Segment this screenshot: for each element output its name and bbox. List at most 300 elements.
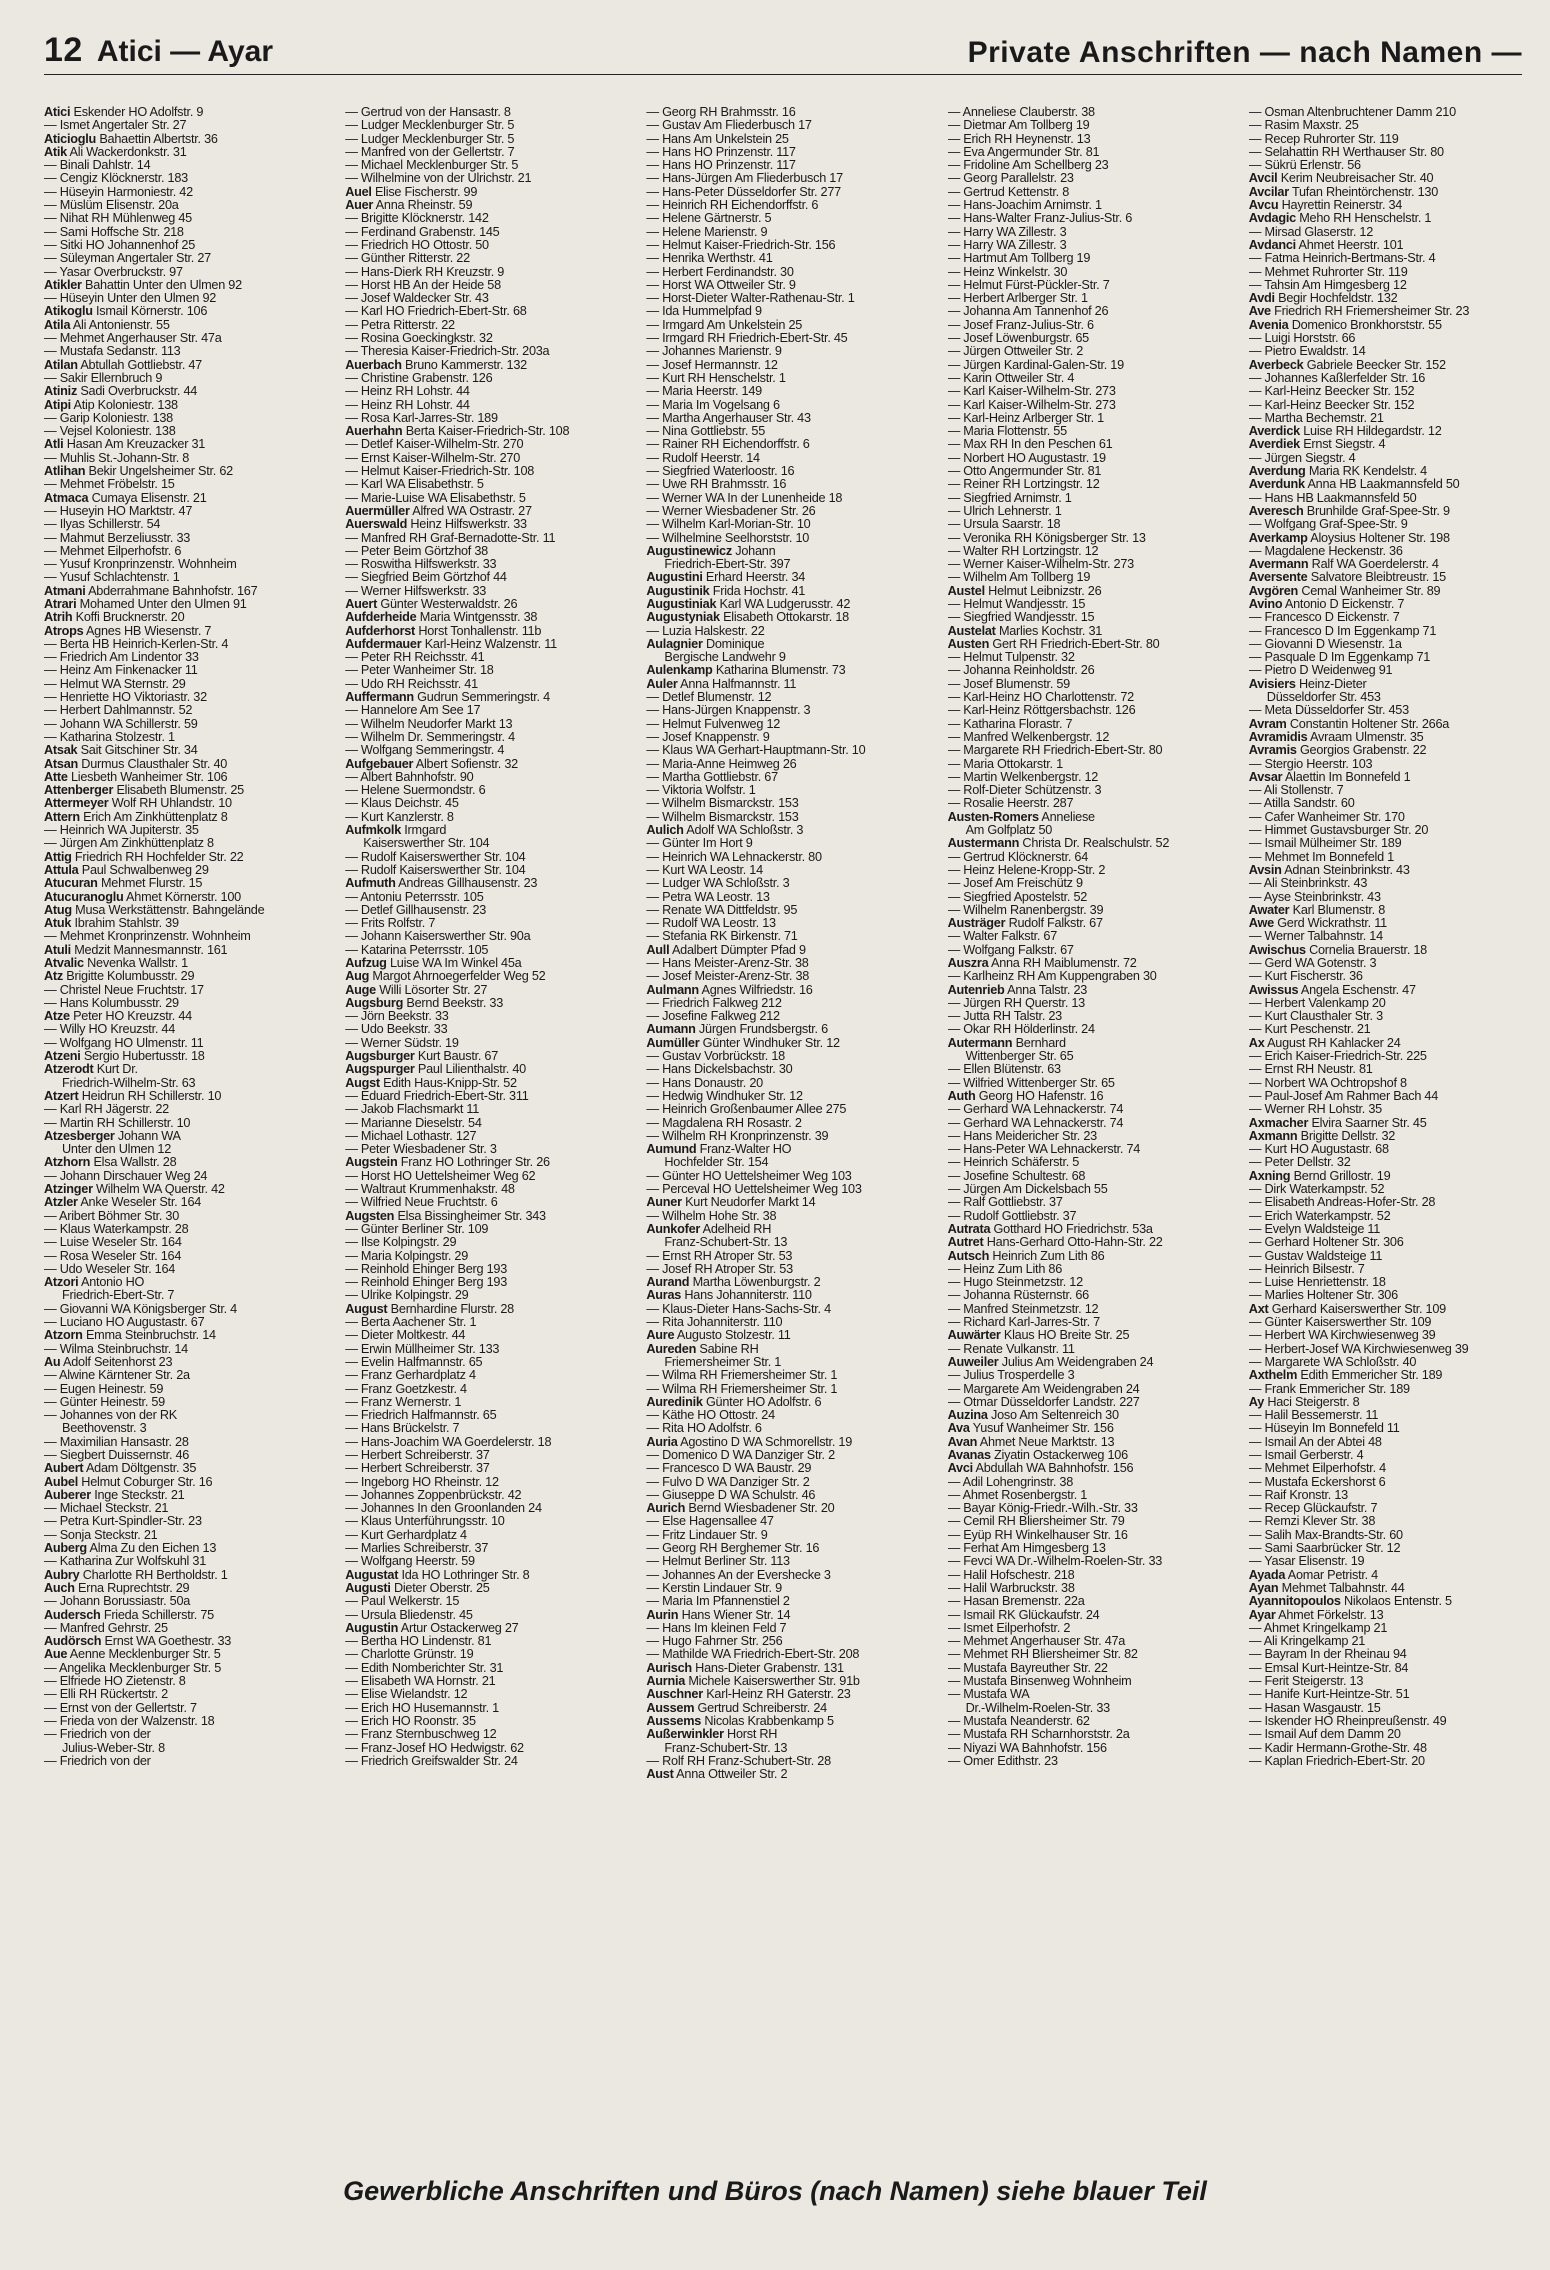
- directory-entry: [1249, 611, 1522, 624]
- entry-details: — Josef Hermannstr. 12: [646, 358, 778, 372]
- entry-details: — Petra Ritterstr. 22: [345, 318, 455, 332]
- entry-details: — Wilhelm Dr. Semmeringstr. 4: [345, 730, 515, 744]
- directory-entry: [345, 425, 618, 438]
- directory-entry: [345, 385, 618, 398]
- entry-details: — Ulrich Lehnerstr. 1: [947, 504, 1062, 518]
- directory-entry: [44, 1529, 317, 1542]
- directory-entry: [345, 159, 618, 172]
- directory-entry: [345, 1569, 618, 1582]
- directory-entry: [646, 797, 919, 810]
- directory-entry: [345, 1662, 618, 1675]
- entry-details: — Josefine Schultestr. 68: [947, 1169, 1086, 1183]
- entry-surname: Austelat: [947, 624, 996, 638]
- directory-entry: [345, 904, 618, 917]
- entry-details: Kurt Neudorfer Markt 14: [685, 1196, 816, 1210]
- directory-entry: [345, 1063, 618, 1076]
- directory-entry: [44, 984, 317, 997]
- entry-surname: Aticioglu: [44, 132, 97, 146]
- entry-details: — Eyüp RH Winkelhauser Str. 16: [947, 1528, 1128, 1542]
- directory-entry: [345, 106, 618, 119]
- directory-entry: [646, 385, 919, 398]
- entry-details: — Klaus Deichstr. 45: [345, 797, 459, 811]
- entry-details: — Günter Heinestr. 59: [44, 1395, 165, 1409]
- entry-details: Bekir Ungelsheimer Str. 62: [88, 465, 233, 479]
- directory-entry: [646, 704, 919, 717]
- directory-entry: [646, 664, 919, 677]
- entry-details: Anke Weseler Str. 164: [80, 1196, 202, 1210]
- directory-entry: [44, 146, 317, 159]
- entry-details: — Wolfgang HO Ulmenstr. 11: [44, 1036, 204, 1050]
- entry-details: Adelheid RH: [702, 1222, 772, 1236]
- directory-entry: [646, 186, 919, 199]
- directory-entry: [1249, 1263, 1522, 1276]
- entry-details: — Ingeborg HO Rheinstr. 12: [345, 1475, 499, 1489]
- directory-entry: [646, 558, 919, 571]
- entry-details: — Ralf Gottliebstr. 37: [947, 1196, 1063, 1210]
- directory-entry: [345, 1742, 618, 1755]
- entry-details: — Maria Ottokarstr. 1: [947, 757, 1063, 771]
- directory-entry: [1249, 279, 1522, 292]
- entry-details: — Josef Meister-Arenz-Str. 38: [646, 970, 810, 984]
- directory-entry: [646, 1768, 919, 1781]
- directory-entry: [44, 678, 317, 691]
- entry-details: — Recep Glückaufstr. 7: [1248, 1502, 1378, 1516]
- directory-entry: [44, 305, 317, 318]
- entry-details: — Sakir Ellernbruch 9: [44, 371, 163, 385]
- entry-details: — Marianne Dieselstr. 54: [345, 1116, 482, 1130]
- entry-details: Musa Werkstättenstr. Bahngelände: [75, 903, 265, 917]
- entry-surname: Avdagic: [1248, 212, 1296, 226]
- entry-surname: Averdick: [1248, 425, 1300, 439]
- directory-entry: [948, 1675, 1221, 1688]
- directory-entry: [646, 332, 919, 345]
- entry-details: — Siegbert Duissernstr. 46: [44, 1448, 190, 1462]
- entry-details: Gertrud Schreiberstr. 24: [697, 1701, 827, 1715]
- entry-details: Nevenka Wallstr. 1: [87, 957, 188, 970]
- directory-entry: [345, 319, 618, 332]
- entry-surname: Aulich: [646, 824, 684, 838]
- directory-entry: [646, 119, 919, 132]
- directory-entry: [1249, 1170, 1522, 1183]
- entry-surname: Axthelm: [1248, 1369, 1298, 1383]
- entry-details: — Hasan Wasgaustr. 15: [1248, 1701, 1381, 1715]
- entry-details: Agnes HB Wiesenstr. 7: [85, 624, 212, 638]
- directory-entry: [1249, 1582, 1522, 1595]
- directory-entry: [948, 904, 1221, 917]
- entry-details: — Hüseyin Im Bonnefeld 11: [1248, 1422, 1400, 1436]
- entry-surname: Auge: [345, 983, 376, 997]
- entry-details: — Veronika RH Königsberger Str. 13: [947, 531, 1146, 545]
- directory-entry: [345, 1555, 618, 1568]
- entry-details: — Johannes An der Evershecke 3: [646, 1568, 831, 1582]
- entry-details: — Margarete Am Weidengraben 24: [947, 1382, 1140, 1396]
- entry-details: — Hans Am Unkelstein 25: [646, 132, 789, 146]
- directory-entry: [44, 598, 317, 611]
- entry-details: Wolf RH Uhlandstr. 10: [111, 797, 232, 811]
- directory-entry: [948, 797, 1221, 810]
- directory-entry: [44, 731, 317, 744]
- entry-details: — Aribert Böhmer Str. 30: [44, 1209, 180, 1223]
- directory-entry: [948, 1250, 1221, 1263]
- entry-details: — Renate WA Dittfeldstr. 95: [646, 903, 798, 917]
- directory-entry: [345, 1502, 618, 1515]
- directory-entry: [44, 452, 317, 465]
- entry-surname: Axmann: [1248, 1129, 1298, 1143]
- entry-details: — Johanna Rüsternstr. 66: [947, 1289, 1089, 1303]
- entry-surname: Austräger: [947, 917, 1006, 931]
- directory-entry: [646, 372, 919, 385]
- entry-details: — Edith Nomberichter Str. 31: [345, 1661, 504, 1675]
- entry-surname: Averdiek: [1248, 438, 1300, 452]
- entry-details: — Reinhold Ehinger Berg 193: [345, 1262, 508, 1276]
- directory-entry: [44, 758, 317, 771]
- directory-entry: [646, 1476, 919, 1489]
- directory-entry: [1249, 1422, 1522, 1435]
- directory-entry: [948, 425, 1221, 438]
- entry-details: Friedrich RH Hochfelder Str. 22: [74, 850, 244, 864]
- entry-details: — Martha Bechemstr. 21: [1248, 411, 1384, 425]
- directory-entry: [44, 438, 317, 451]
- entry-surname: Avramis: [1248, 744, 1297, 758]
- directory-entry: [646, 1196, 919, 1209]
- directory-entry: [1249, 133, 1522, 146]
- entry-details: — Frits Rolfstr. 7: [345, 917, 436, 931]
- directory-entry: [1249, 1037, 1522, 1050]
- directory-entry: [44, 1462, 317, 1475]
- entry-details: — Herbert-Josef WA Kirchwiesenweg 39: [1248, 1342, 1469, 1356]
- directory-column-1: [44, 106, 317, 2168]
- directory-entry: [44, 571, 317, 584]
- entry-details: Sadi Overbruckstr. 44: [80, 385, 198, 399]
- directory-entry: [1249, 545, 1522, 558]
- directory-entry: [948, 438, 1221, 451]
- directory-entry: [646, 1728, 919, 1741]
- entry-details: Düsseldorfer Str. 453: [1266, 691, 1381, 705]
- entry-details: — Harry WA Zillestr. 3: [947, 225, 1067, 239]
- directory-entry: [948, 1090, 1221, 1103]
- entry-surname: Avisiers: [1248, 677, 1296, 691]
- directory-entry: [646, 1662, 919, 1675]
- entry-details: — Helene Suermondstr. 6: [345, 784, 486, 798]
- directory-entry: [1249, 146, 1522, 159]
- entry-details: Karl-Heinz Walzenstr. 11: [424, 637, 557, 651]
- directory-entry: [345, 797, 618, 810]
- entry-details: Maria RK Kendelstr. 4: [1308, 465, 1427, 479]
- entry-details: — Gertrud von der Hansastr. 8: [345, 106, 511, 119]
- directory-entry: [646, 452, 919, 465]
- entry-details: — Karl-Heinz Röttgersbachstr. 126: [947, 704, 1136, 718]
- entry-details: Brunhilde Graf-Spee-Str. 9: [1306, 504, 1450, 518]
- directory-entry: [345, 1542, 618, 1555]
- entry-surname: Augustin: [345, 1621, 399, 1635]
- directory-entry: [1249, 585, 1522, 598]
- entry-details: — Alwine Kärntener Str. 2a: [44, 1369, 190, 1383]
- entry-details: — Herbert Arlberger Str. 1: [947, 292, 1088, 306]
- entry-surname: Attig: [44, 850, 72, 864]
- directory-entry: [948, 1422, 1221, 1435]
- entry-surname: Attermeyer: [44, 797, 109, 811]
- entry-details: — Francesco D Eickenstr. 7: [1248, 611, 1400, 625]
- directory-entry: [948, 864, 1221, 877]
- directory-entry: [345, 1143, 618, 1156]
- entry-details: Rudolf Falkstr. 67: [1008, 917, 1103, 931]
- directory-entry: [44, 199, 317, 212]
- directory-entry: [345, 1303, 618, 1316]
- entry-details: — Margarete WA Schloßstr. 40: [1248, 1355, 1417, 1369]
- directory-entry: [646, 1409, 919, 1422]
- entry-details: — Charlotte Grünstr. 19: [345, 1648, 474, 1662]
- entry-details: Aomar Petristr. 4: [1287, 1568, 1378, 1582]
- entry-details: — Helmut WA Sternstr. 29: [44, 677, 186, 691]
- directory-entry: [345, 1276, 618, 1289]
- entry-surname: Auberg: [44, 1542, 87, 1556]
- entry-details: Andreas Gillhausenstr. 23: [398, 877, 538, 891]
- directory-entry: [948, 1755, 1221, 1768]
- entry-details: — Werner Kaiser-Wilhelm-Str. 273: [947, 558, 1134, 572]
- directory-entry: [948, 119, 1221, 132]
- entry-details: Margot Ahrnoegerfelder Weg 52: [372, 970, 546, 984]
- entry-surname: Atzert: [44, 1089, 79, 1103]
- entry-details: — Josef Löwenburgstr. 65: [947, 332, 1089, 346]
- entry-details: — Luciano HO Augustastr. 67: [44, 1316, 205, 1330]
- directory-entry: [948, 1303, 1221, 1316]
- directory-entry: [345, 1023, 618, 1036]
- entry-details: Friedrich-Ebert-Str. 7: [62, 1289, 175, 1303]
- entry-details: — Georg RH Brahmsstr. 16: [646, 106, 796, 119]
- entry-details: — Marlies Schreiberstr. 37: [345, 1542, 489, 1556]
- directory-entry: [44, 266, 317, 279]
- entry-details: — Adil Lohengrinstr. 38: [947, 1475, 1074, 1489]
- directory-entry: [345, 186, 618, 199]
- directory-entry: [646, 292, 919, 305]
- directory-entry: [948, 186, 1221, 199]
- directory-entry: [44, 718, 317, 731]
- directory-entry: [345, 1436, 618, 1449]
- entry-details: Nikolaos Entenstr. 5: [1343, 1595, 1452, 1609]
- entry-details: — Marie-Luise WA Elisabethstr. 5: [345, 491, 526, 505]
- entry-details: Georgios Grabenstr. 22: [1299, 744, 1427, 758]
- entry-details: — Josef Blumenstr. 59: [947, 677, 1070, 691]
- directory-entry: [345, 917, 618, 930]
- directory-entry: [948, 1156, 1221, 1169]
- entry-surname: Auerswald: [345, 518, 408, 532]
- directory-entry: [44, 651, 317, 664]
- entry-details: — Ludger WA Schloßstr. 3: [646, 877, 790, 891]
- entry-surname: Auel: [345, 185, 372, 199]
- entry-details: — Peter Wiesbadener Str. 3: [345, 1143, 497, 1157]
- entry-details: — Yusuf Kronprinzenstr. Wohnheim: [44, 558, 237, 572]
- directory-entry: [646, 824, 919, 837]
- entry-details: — Ayse Steinbrinkstr. 43: [1248, 890, 1381, 904]
- entry-details: — Fatma Heinrich-Bertmans-Str. 4: [1248, 252, 1436, 266]
- entry-details: Ali Antonienstr. 55: [72, 318, 170, 332]
- entry-details: — Käthe HO Ottostr. 24: [646, 1409, 775, 1423]
- directory-entry: [646, 305, 919, 318]
- directory-entry: [1249, 106, 1522, 119]
- entry-surname: Augustini: [646, 571, 703, 585]
- entry-details: — Detlef Kaiser-Wilhelm-Str. 270: [345, 438, 524, 452]
- entry-details: — Harry WA Zillestr. 3: [947, 238, 1067, 252]
- entry-surname: Avanas: [947, 1448, 991, 1462]
- entry-details: — Ismet Eilperhofstr. 2: [947, 1621, 1071, 1635]
- entry-details: Ahmet Neue Marktstr. 13: [979, 1435, 1115, 1449]
- directory-entry: [646, 1635, 919, 1648]
- entry-surname: Atik: [44, 145, 67, 159]
- entry-details: — Kurt Gerhardplatz 4: [345, 1528, 467, 1542]
- directory-entry: [1249, 1143, 1522, 1156]
- entry-details: Karl-Heinz RH Gaterstr. 23: [706, 1688, 851, 1702]
- entry-surname: Aurnia: [646, 1675, 686, 1689]
- directory-entry: [1249, 558, 1522, 571]
- entry-details: Atip Koloniestr. 138: [73, 398, 178, 412]
- directory-entry: [646, 1223, 919, 1236]
- directory-entry: [1249, 797, 1522, 810]
- entry-details: Heinrich Zum Lith 86: [992, 1249, 1105, 1263]
- entry-surname: Aversente: [1248, 571, 1308, 585]
- entry-surname: Außerwinkler: [646, 1728, 724, 1742]
- entry-details: Anneliese: [1041, 810, 1095, 824]
- directory-entry: [1249, 930, 1522, 943]
- entry-surname: Auweiler: [947, 1355, 999, 1369]
- directory-entry: [1249, 957, 1522, 970]
- directory-entry: [1249, 1476, 1522, 1489]
- entry-details: — Heinz RH Lohstr. 44: [345, 385, 470, 399]
- directory-entry: [44, 478, 317, 491]
- directory-entry: [1249, 877, 1522, 890]
- directory-entry: [948, 478, 1221, 491]
- directory-entry: [1249, 1010, 1522, 1023]
- entry-details: — Helmut Kaiser-Friedrich-Str. 156: [646, 238, 836, 252]
- directory-entry: [345, 146, 618, 159]
- directory-entry: [345, 1010, 618, 1023]
- directory-entry: [345, 399, 618, 412]
- entry-details: — Johann Kaiserswerther Str. 90a: [345, 930, 531, 944]
- entry-details: — Süleyman Angertaler Str. 27: [44, 252, 211, 266]
- entry-details: — Josef RH Atroper Str. 53: [646, 1262, 793, 1276]
- entry-details: Begir Hochfeldstr. 132: [1278, 292, 1398, 306]
- directory-entry: [948, 731, 1221, 744]
- entry-details: — Horst HB An der Heide 58: [345, 278, 501, 292]
- directory-entry: [948, 585, 1221, 598]
- entry-surname: Augsburg: [345, 996, 404, 1010]
- entry-surname: Atzinger: [44, 1183, 93, 1197]
- directory-entry: [44, 1183, 317, 1196]
- entry-details: — Johannes Zoppenbrückstr. 42: [345, 1488, 522, 1502]
- directory-entry: [44, 545, 317, 558]
- entry-details: Dominique: [705, 637, 765, 651]
- directory-entry: [345, 492, 618, 505]
- entry-surname: Auffermann: [345, 691, 414, 705]
- directory-entry: [948, 1569, 1221, 1582]
- directory-entry: [646, 1369, 919, 1382]
- entry-details: — Josef Knappenstr. 9: [646, 730, 770, 744]
- directory-entry: [1249, 625, 1522, 638]
- entry-surname: Atte: [44, 770, 68, 784]
- entry-surname: Autrata: [947, 1222, 991, 1236]
- directory-entry: [1249, 239, 1522, 252]
- entry-surname: Avdanci: [1248, 238, 1296, 252]
- directory-entry: [44, 771, 317, 784]
- entry-details: — Ernst Kaiser-Wilhelm-Str. 270: [345, 451, 521, 465]
- directory-entry: [646, 625, 919, 638]
- entry-details: — Hasan Bremenstr. 22a: [947, 1595, 1085, 1609]
- entry-surname: Austen: [947, 637, 990, 651]
- directory-entry: [646, 266, 919, 279]
- entry-details: — Kurt Clausthaler Str. 3: [1248, 1010, 1383, 1024]
- directory-entry: [44, 1569, 317, 1582]
- entry-details: — Gertrud Klöcknerstr. 64: [947, 850, 1089, 864]
- entry-details: Hasan Am Kreuzacker 31: [66, 438, 206, 452]
- directory-entry: [44, 332, 317, 345]
- directory-entry: [44, 1010, 317, 1023]
- directory-entry: [948, 239, 1221, 252]
- entry-surname: Atsan: [44, 757, 78, 771]
- directory-entry: [948, 638, 1221, 651]
- entry-details: — Halil Bessemerstr. 11: [1248, 1409, 1379, 1423]
- directory-entry: [1249, 864, 1522, 877]
- entry-details: — Angelika Mecklenburger Str. 5: [44, 1661, 222, 1675]
- entry-details: — Peter RH Reichsstr. 41: [345, 651, 485, 665]
- directory-entry: [345, 252, 618, 265]
- directory-entry: [44, 1289, 317, 1302]
- directory-entry: [345, 1462, 618, 1475]
- directory-entry: [646, 611, 919, 624]
- entry-details: — Irmgard Am Unkelstein 25: [646, 318, 803, 332]
- entry-details: Ahmet Körnerstr. 100: [126, 890, 241, 904]
- directory-entry: [646, 1702, 919, 1715]
- directory-entry: [646, 1542, 919, 1555]
- directory-entry: [1249, 1569, 1522, 1582]
- entry-details: — Jürgen RH Querstr. 13: [947, 996, 1085, 1010]
- directory-entry: [646, 1436, 919, 1449]
- entry-details: — Evelin Halfmannstr. 65: [345, 1355, 483, 1369]
- entry-details: — Mehmet Im Bonnefeld 1: [1248, 850, 1394, 864]
- directory-entry: [948, 359, 1221, 372]
- directory-entry: [44, 1436, 317, 1449]
- entry-details: — Max RH In den Peschen 61: [947, 438, 1113, 452]
- directory-entry: [646, 744, 919, 757]
- directory-entry: [1249, 532, 1522, 545]
- directory-entry: [646, 146, 919, 159]
- entry-details: Ahmet Förkelstr. 13: [1278, 1608, 1384, 1622]
- entry-details: Bahaettin Albertstr. 36: [99, 132, 218, 146]
- entry-details: Christa Dr. Realschulstr. 52: [1022, 837, 1170, 851]
- directory-entry: [1249, 1090, 1522, 1103]
- directory-entry: [345, 1396, 618, 1409]
- entry-details: Ernst Siegstr. 4: [1303, 438, 1386, 452]
- entry-details: — Pietro Ewaldstr. 14: [1248, 345, 1366, 359]
- directory-entry: [44, 1542, 317, 1555]
- directory-entry: [345, 558, 618, 571]
- directory-entry: [44, 1037, 317, 1050]
- directory-entry: [646, 1156, 919, 1169]
- directory-entry: [646, 279, 919, 292]
- entry-details: — Sami Saarbrücker Str. 12: [1248, 1542, 1401, 1556]
- entry-details: — Siegfried Arnimstr. 1: [947, 491, 1072, 505]
- entry-details: — Siegfried Wandjesstr. 15: [947, 611, 1095, 625]
- directory-entry: [948, 1436, 1221, 1449]
- directory-entry: [1249, 970, 1522, 983]
- entry-surname: Atze: [44, 1010, 70, 1024]
- entry-details: — Günter HO Uettelsheimer Weg 103: [646, 1169, 852, 1183]
- directory-entry: [345, 1688, 618, 1701]
- directory-entry: [948, 1515, 1221, 1528]
- directory-entry: [1249, 345, 1522, 358]
- entry-details: Kurt Baustr. 67: [417, 1050, 499, 1064]
- entry-details: Antonio D Eickenstr. 7: [1284, 597, 1405, 611]
- entry-details: — Mustafa RH Scharnhorststr. 2a: [947, 1728, 1130, 1742]
- directory-entry: [646, 758, 919, 771]
